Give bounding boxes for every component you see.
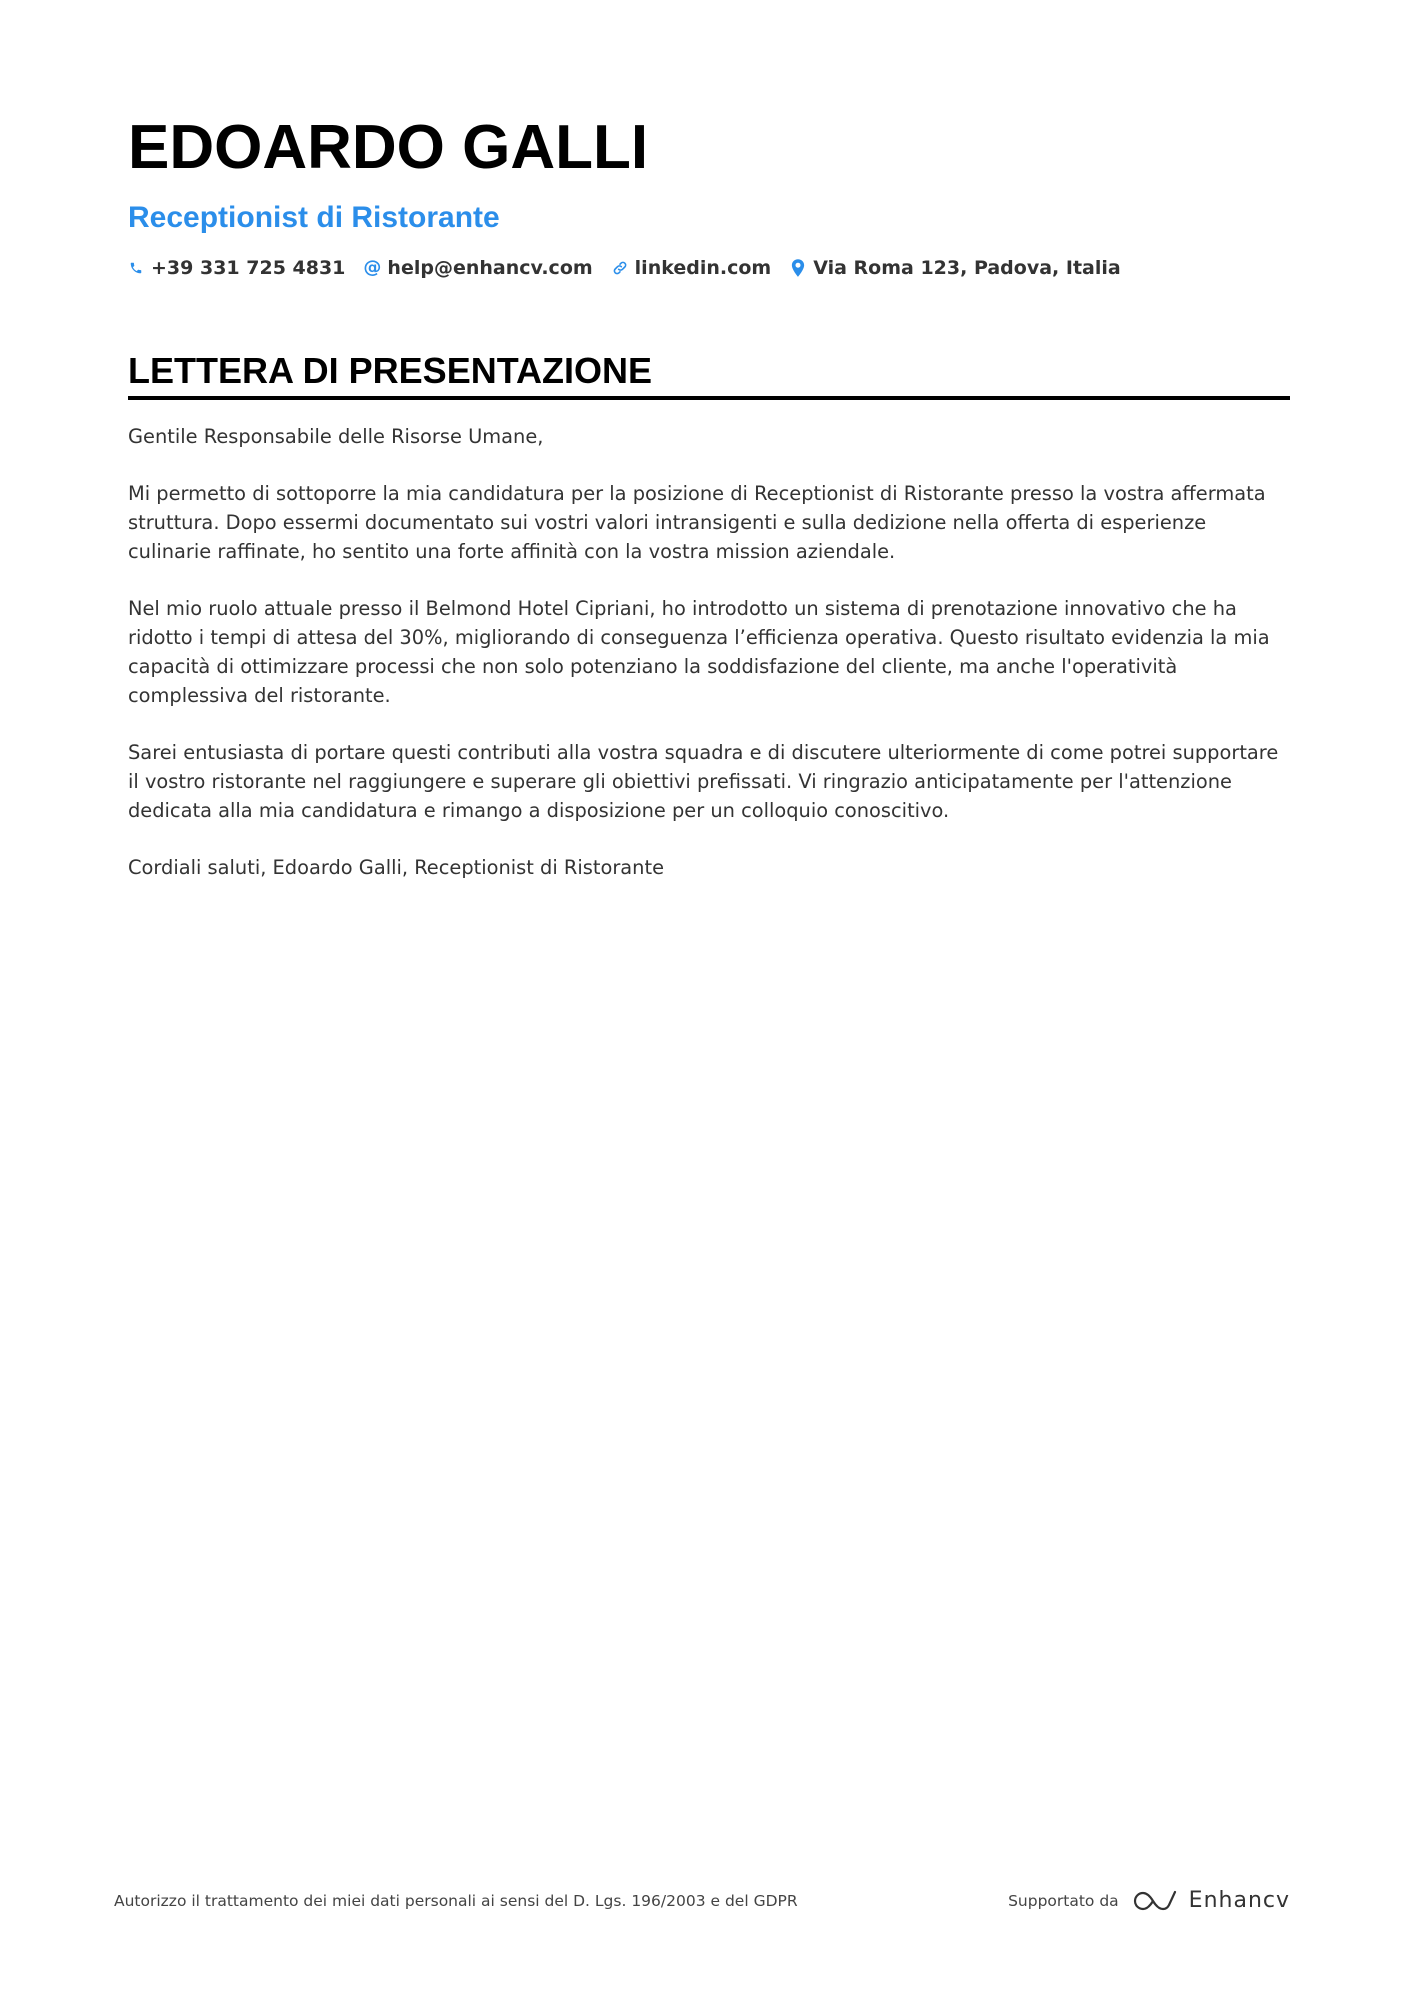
contact-phone[interactable] [128,257,345,279]
page-footer [114,1888,1290,1913]
letter-body [128,422,1290,882]
contact-bar [128,257,1290,279]
letter-closing: Cordiali saluti, Edoardo Galli, Receptionist di Ristorante [128,856,664,879]
phone-icon [128,259,144,277]
section-divider [128,396,1290,400]
letter-paragraph: Sarei entusiasta di portare questi contributi alla vostra squadra e di discutere ulteriormente di come potrei supportare il vostro ristorante nel raggiungere e superare gli obiettivi prefissati. Vi ringrazio anticipatamente per l'attenzione dedicata alla mia candidatura e rimango a disposizione per un colloquio conoscitivo. [128,741,1279,822]
contact-email[interactable] [364,257,592,279]
location-pin-icon [790,259,806,277]
powered-by-label: Supportato da [1008,1891,1119,1910]
contact-phone-text: +39 331 725 4831 [151,257,346,279]
enhancv-logo-icon [1131,1889,1177,1913]
contact-address-text: Via Roma 123, Padova, Italia [813,257,1121,279]
candidate-role: Receptionist di Ristorante [128,201,500,234]
contact-address [790,257,1120,279]
brand-name: Enhancv [1188,1888,1290,1913]
letter-greeting: Gentile Responsabile delle Risorse Umane, [128,425,544,448]
consent-text: Autorizzo il trattamento dei miei dati personali ai sensi del D. Lgs. 196/2003 e del GDPR [114,1891,798,1910]
powered-by[interactable] [1008,1888,1290,1913]
letter-paragraph: Nel mio ruolo attuale presso il Belmond Hotel Cipriani, ho introdotto un sistema di prenotazione innovativo che ha ridotto i tempi di attesa del 30%, migliorando di conseguenza l’efficienza operativa. Questo risultato evidenzia la mia capacità di ottimizzare processi che non solo potenziano la soddisfazione del cliente, ma anche l'operatività complessiva del ristorante. [128,597,1270,707]
at-icon: @ [363,257,382,278]
cover-letter-page [128,112,1290,910]
link-icon [612,259,628,277]
candidate-name: EDOARDO GALLI [128,113,649,182]
contact-linkedin[interactable] [612,257,772,279]
section-title: LETTERA DI PRESENTAZIONE [128,350,653,391]
contact-linkedin-text: linkedin.com [634,257,772,279]
letter-paragraph: Mi permetto di sottoporre la mia candidatura per la posizione di Receptionist di Ristorante presso la vostra affermata struttura. Dopo essermi documentato sui vostri valori intransigenti e sulla dedizione nella offerta di esperienze culinarie raffinate, ho sentito una forte affinità con la vostra mission aziendale. [128,482,1266,563]
contact-email-text: help@enhancv.com [387,257,593,279]
